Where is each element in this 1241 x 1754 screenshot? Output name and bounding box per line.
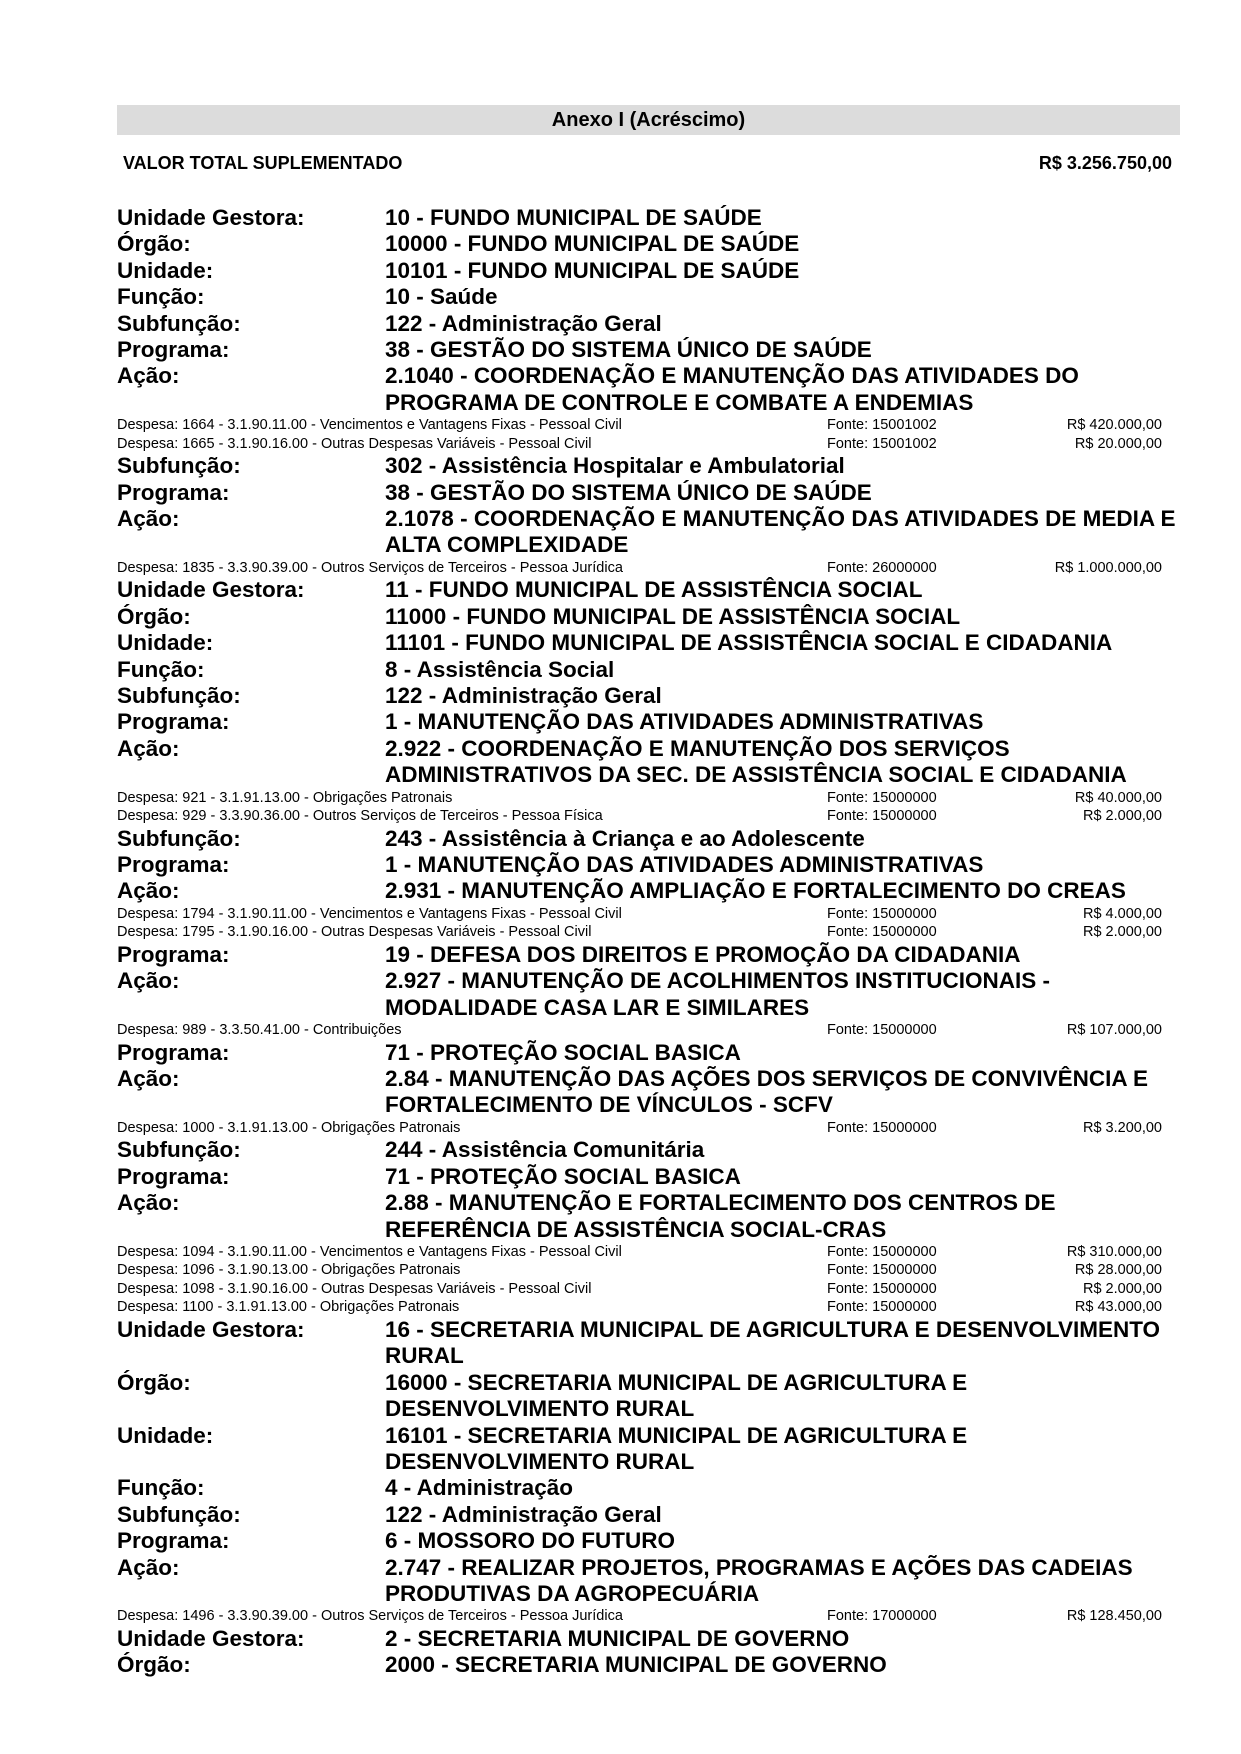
classification-label: Função: xyxy=(117,1475,205,1501)
expense-row xyxy=(117,416,1180,435)
expense-source: Fonte: 15000000 xyxy=(827,808,937,825)
classification-row xyxy=(117,968,1180,1021)
classification-value: 71 - PROTEÇÃO SOCIAL BASICA xyxy=(385,1039,741,1065)
classification-row xyxy=(117,1475,1180,1501)
classification-label: Subfunção: xyxy=(117,1501,241,1527)
expense-source: Fonte: 15000000 xyxy=(827,1119,937,1136)
classification-label: Unidade Gestora: xyxy=(117,205,305,230)
classification-label: Função: xyxy=(117,656,205,682)
classification-label: Órgão: xyxy=(117,231,191,257)
classification-row xyxy=(117,604,1180,630)
classification-label: Ação: xyxy=(117,363,180,389)
classification-value: 1 - MANUTENÇÃO DAS ATIVIDADES ADMINISTRATIVAS xyxy=(385,852,984,878)
classification-label: Subfunção: xyxy=(117,825,241,851)
expense-description: Despesa: 1665 - 3.1.90.16.00 - Outras Despesas Variáveis - Pessoal Civil xyxy=(117,435,592,452)
annex-title-band xyxy=(117,105,1180,135)
classification-row xyxy=(117,1652,1180,1678)
expense-row xyxy=(117,1298,1180,1317)
expense-row xyxy=(117,1261,1180,1280)
classification-label: Programa: xyxy=(117,1528,230,1554)
classification-label: Subfunção: xyxy=(117,310,241,336)
classification-label: Unidade: xyxy=(117,257,214,283)
classification-value: 122 - Administração Geral xyxy=(385,310,662,336)
total-label: VALOR TOTAL SUPLEMENTADO xyxy=(123,153,403,173)
expense-description: Despesa: 1098 - 3.1.90.16.00 - Outras Despesas Variáveis - Pessoal Civil xyxy=(117,1280,592,1297)
expense-row xyxy=(117,905,1180,924)
total-value: R$ 3.256.750,00 xyxy=(1038,153,1172,173)
classification-label: Unidade Gestora: xyxy=(117,1316,305,1342)
expense-description: Despesa: 1094 - 3.1.90.11.00 - Vencimentos e Vantagens Fixas - Pessoal Civil xyxy=(117,1243,622,1260)
classification-row xyxy=(117,453,1180,479)
classification-value: 2000 - SECRETARIA MUNICIPAL DE GOVERNO xyxy=(385,1652,887,1678)
classification-row xyxy=(117,1502,1180,1528)
expense-source: Fonte: 15000000 xyxy=(827,1299,937,1316)
classification-value: 302 - Assistência Hospitalar e Ambulatorial xyxy=(385,453,845,479)
classification-value: 2.747 - REALIZAR PROJETOS, PROGRAMAS E AÇÕES DAS CADEIAS PRODUTIVAS DA AGROPECUÁRIA xyxy=(385,1554,1133,1606)
classification-row xyxy=(117,258,1180,284)
expense-source: Fonte: 15001002 xyxy=(827,417,937,434)
classification-row xyxy=(117,1528,1180,1554)
classification-row xyxy=(117,826,1180,852)
classification-label: Órgão: xyxy=(117,1652,191,1678)
expense-amount: R$ 3.200,00 xyxy=(1082,1119,1162,1136)
classification-row xyxy=(117,231,1180,257)
expense-description: Despesa: 1664 - 3.1.90.11.00 - Vencimentos e Vantagens Fixas - Pessoal Civil xyxy=(117,417,622,434)
classification-row xyxy=(117,1040,1180,1066)
expense-source: Fonte: 15000000 xyxy=(827,905,937,922)
classification-value: 71 - PROTEÇÃO SOCIAL BASICA xyxy=(385,1163,741,1189)
classification-label: Ação: xyxy=(117,878,180,904)
expense-description: Despesa: 1100 - 3.1.91.13.00 - Obrigações Patronais xyxy=(117,1299,460,1316)
expense-source: Fonte: 26000000 xyxy=(827,559,937,576)
expense-row xyxy=(117,1243,1180,1262)
classification-row xyxy=(117,1370,1180,1423)
classification-row xyxy=(117,311,1180,337)
classification-row xyxy=(117,657,1180,683)
expense-row xyxy=(117,1021,1180,1040)
classification-value: 10 - Saúde xyxy=(385,284,498,310)
expense-row xyxy=(117,559,1180,578)
expense-amount: R$ 107.000,00 xyxy=(1066,1022,1162,1039)
classification-row xyxy=(117,577,1180,603)
classification-row xyxy=(117,630,1180,656)
classification-label: Subfunção: xyxy=(117,1137,241,1163)
classification-value: 10 - FUNDO MUNICIPAL DE SAÚDE xyxy=(385,205,762,230)
classification-row xyxy=(117,363,1180,416)
classification-label: Programa: xyxy=(117,1163,230,1189)
classification-row xyxy=(117,683,1180,709)
classification-label: Unidade: xyxy=(117,630,214,656)
classification-value: 16000 - SECRETARIA MUNICIPAL DE AGRICULTURA E DESENVOLVIMENTO RURAL xyxy=(385,1369,968,1422)
expense-source: Fonte: 15000000 xyxy=(827,1262,937,1279)
classification-value: 2.1040 - COORDENAÇÃO E MANUTENÇÃO DAS ATIVIDADES DO PROGRAMA DE CONTROLE E COMBATE A ENDEMIAS xyxy=(385,363,1079,415)
classification-row xyxy=(117,205,1180,231)
classification-value: 10101 - FUNDO MUNICIPAL DE SAÚDE xyxy=(385,257,800,283)
classification-value: 38 - GESTÃO DO SISTEMA ÚNICO DE SAÚDE xyxy=(385,337,872,363)
classification-row xyxy=(117,878,1180,904)
expense-amount: R$ 20.000,00 xyxy=(1074,435,1162,452)
expense-row xyxy=(117,1607,1180,1626)
expense-amount: R$ 4.000,00 xyxy=(1082,905,1162,922)
classification-row xyxy=(117,1626,1180,1652)
expense-row xyxy=(117,435,1180,454)
classification-value: 11101 - FUNDO MUNICIPAL DE ASSISTÊNCIA SOCIAL E CIDADANIA xyxy=(385,630,1113,656)
expense-row xyxy=(117,807,1180,826)
classification-label: Unidade Gestora: xyxy=(117,577,305,603)
expense-amount: R$ 2.000,00 xyxy=(1082,924,1162,941)
expense-amount: R$ 420.000,00 xyxy=(1066,417,1162,434)
classification-label: Programa: xyxy=(117,479,230,505)
classification-row xyxy=(117,337,1180,363)
classification-value: 2.88 - MANUTENÇÃO E FORTALECIMENTO DOS CENTROS DE REFERÊNCIA DE ASSISTÊNCIA SOCIAL-CRAS xyxy=(385,1190,1056,1242)
expense-amount: R$ 2.000,00 xyxy=(1082,1280,1162,1297)
classification-label: Ação: xyxy=(117,1554,180,1580)
annex-title: Anexo I (Acréscimo) xyxy=(551,109,746,131)
classification-row xyxy=(117,1190,1180,1243)
classification-row xyxy=(117,1164,1180,1190)
classification-label: Órgão: xyxy=(117,603,191,629)
classification-value: 38 - GESTÃO DO SISTEMA ÚNICO DE SAÚDE xyxy=(385,479,872,505)
classification-value: 8 - Assistência Social xyxy=(385,656,615,682)
classification-row xyxy=(117,852,1180,878)
classification-label: Programa: xyxy=(117,337,230,363)
classification-row xyxy=(117,709,1180,735)
classification-label: Ação: xyxy=(117,1190,180,1216)
expense-description: Despesa: 1795 - 3.1.90.16.00 - Outras Despesas Variáveis - Pessoal Civil xyxy=(117,924,592,941)
classification-value: 243 - Assistência à Criança e ao Adolescente xyxy=(385,825,865,851)
classification-row xyxy=(117,736,1180,789)
expense-row xyxy=(117,789,1180,808)
expense-amount: R$ 2.000,00 xyxy=(1082,808,1162,825)
classification-label: Ação: xyxy=(117,506,180,532)
expense-amount: R$ 28.000,00 xyxy=(1074,1262,1162,1279)
classification-row xyxy=(117,1137,1180,1163)
classification-label: Órgão: xyxy=(117,1369,191,1395)
classification-row xyxy=(117,506,1180,559)
classification-label: Programa: xyxy=(117,709,230,735)
classification-label: Unidade Gestora: xyxy=(117,1625,305,1651)
classification-value: 1 - MANUTENÇÃO DAS ATIVIDADES ADMINISTRATIVAS xyxy=(385,709,984,735)
expense-amount: R$ 1.000.000,00 xyxy=(1054,559,1162,576)
expense-description: Despesa: 1794 - 3.1.90.11.00 - Vencimentos e Vantagens Fixas - Pessoal Civil xyxy=(117,905,622,922)
classification-value: 4 - Administração xyxy=(385,1475,573,1501)
classification-label: Ação: xyxy=(117,735,180,761)
expense-row xyxy=(117,1280,1180,1299)
classification-value: 16101 - SECRETARIA MUNICIPAL DE AGRICULTURA E DESENVOLVIMENTO RURAL xyxy=(385,1422,968,1474)
classification-label: Subfunção: xyxy=(117,683,241,708)
expense-source: Fonte: 15000000 xyxy=(827,1022,937,1039)
classification-label: Programa: xyxy=(117,1039,230,1065)
classification-value: 2.84 - MANUTENÇÃO DAS AÇÕES DOS SERVIÇOS DE CONVIVÊNCIA E FORTALECIMENTO DE VÍNCULOS - SCFV xyxy=(385,1065,1149,1118)
classification-row xyxy=(117,284,1180,310)
total-row xyxy=(117,149,1180,177)
expense-description: Despesa: 1835 - 3.3.90.39.00 - Outros Serviços de Terceiros - Pessoa Jurídica xyxy=(117,559,623,576)
classification-label: Função: xyxy=(117,284,205,310)
expense-amount: R$ 40.000,00 xyxy=(1074,789,1162,806)
expense-amount: R$ 128.450,00 xyxy=(1066,1608,1162,1625)
classification-row xyxy=(117,1066,1180,1119)
classification-value: 122 - Administração Geral xyxy=(385,1501,662,1527)
expense-description: Despesa: 1000 - 3.1.91.13.00 - Obrigações Patronais xyxy=(117,1119,461,1136)
classification-row xyxy=(117,1555,1180,1608)
expense-description: Despesa: 929 - 3.3.90.36.00 - Outros Serviços de Terceiros - Pessoa Física xyxy=(117,808,603,825)
expense-source: Fonte: 15000000 xyxy=(827,1280,937,1297)
expense-source: Fonte: 15001002 xyxy=(827,435,937,452)
expense-amount: R$ 43.000,00 xyxy=(1074,1299,1162,1316)
classification-value: 11 - FUNDO MUNICIPAL DE ASSISTÊNCIA SOCIAL xyxy=(385,577,923,603)
classification-value: 122 - Administração Geral xyxy=(385,683,662,708)
classification-row xyxy=(117,1423,1180,1476)
classification-value: 244 - Assistência Comunitária xyxy=(385,1137,705,1163)
classification-row xyxy=(117,480,1180,506)
classification-row xyxy=(117,942,1180,968)
document xyxy=(117,105,1180,1679)
expense-description: Despesa: 1096 - 3.1.90.13.00 - Obrigações Patronais xyxy=(117,1262,461,1279)
classification-value: 19 - DEFESA DOS DIREITOS E PROMOÇÃO DA CIDADANIA xyxy=(385,941,1021,967)
expense-source: Fonte: 15000000 xyxy=(827,924,937,941)
classification-label: Unidade: xyxy=(117,1422,214,1448)
budget-sections xyxy=(117,205,1180,1679)
classification-row xyxy=(117,1317,1180,1370)
classification-value: 10000 - FUNDO MUNICIPAL DE SAÚDE xyxy=(385,231,800,257)
classification-label: Ação: xyxy=(117,968,180,994)
expense-description: Despesa: 1496 - 3.3.90.39.00 - Outros Serviços de Terceiros - Pessoa Jurídica xyxy=(117,1608,623,1625)
classification-value: 11000 - FUNDO MUNICIPAL DE ASSISTÊNCIA SOCIAL xyxy=(385,603,961,629)
classification-value: 2.927 - MANUTENÇÃO DE ACOLHIMENTOS INSTITUCIONAIS - MODALIDADE CASA LAR E SIMILARES xyxy=(385,968,1051,1020)
classification-label: Programa: xyxy=(117,852,230,878)
classification-value: 2 - SECRETARIA MUNICIPAL DE GOVERNO xyxy=(385,1625,850,1651)
expense-description: Despesa: 989 - 3.3.50.41.00 - Contribuições xyxy=(117,1022,402,1039)
expense-source: Fonte: 15000000 xyxy=(827,1243,937,1260)
classification-label: Subfunção: xyxy=(117,453,241,479)
classification-value: 2.1078 - COORDENAÇÃO E MANUTENÇÃO DAS ATIVIDADES DE MEDIA E ALTA COMPLEXIDADE xyxy=(385,506,1176,558)
expense-source: Fonte: 17000000 xyxy=(827,1608,937,1625)
classification-value: 16 - SECRETARIA MUNICIPAL DE AGRICULTURA E DESENVOLVIMENTO RURAL xyxy=(385,1316,1161,1369)
expense-description: Despesa: 921 - 3.1.91.13.00 - Obrigações Patronais xyxy=(117,789,453,806)
classification-value: 2.931 - MANUTENÇÃO AMPLIAÇÃO E FORTALECIMENTO DO CREAS xyxy=(385,878,1126,904)
classification-value: 6 - MOSSORO DO FUTURO xyxy=(385,1528,676,1554)
expense-amount: R$ 310.000,00 xyxy=(1066,1243,1162,1260)
expense-source: Fonte: 15000000 xyxy=(827,789,937,806)
classification-label: Ação: xyxy=(117,1065,180,1091)
classification-label: Programa: xyxy=(117,941,230,967)
expense-row xyxy=(117,923,1180,942)
expense-row xyxy=(117,1119,1180,1138)
classification-value: 2.922 - COORDENAÇÃO E MANUTENÇÃO DOS SERVIÇOS ADMINISTRATIVOS DA SEC. DE ASSISTÊNCIA SOCIAL E CIDADANIA xyxy=(385,735,1127,788)
